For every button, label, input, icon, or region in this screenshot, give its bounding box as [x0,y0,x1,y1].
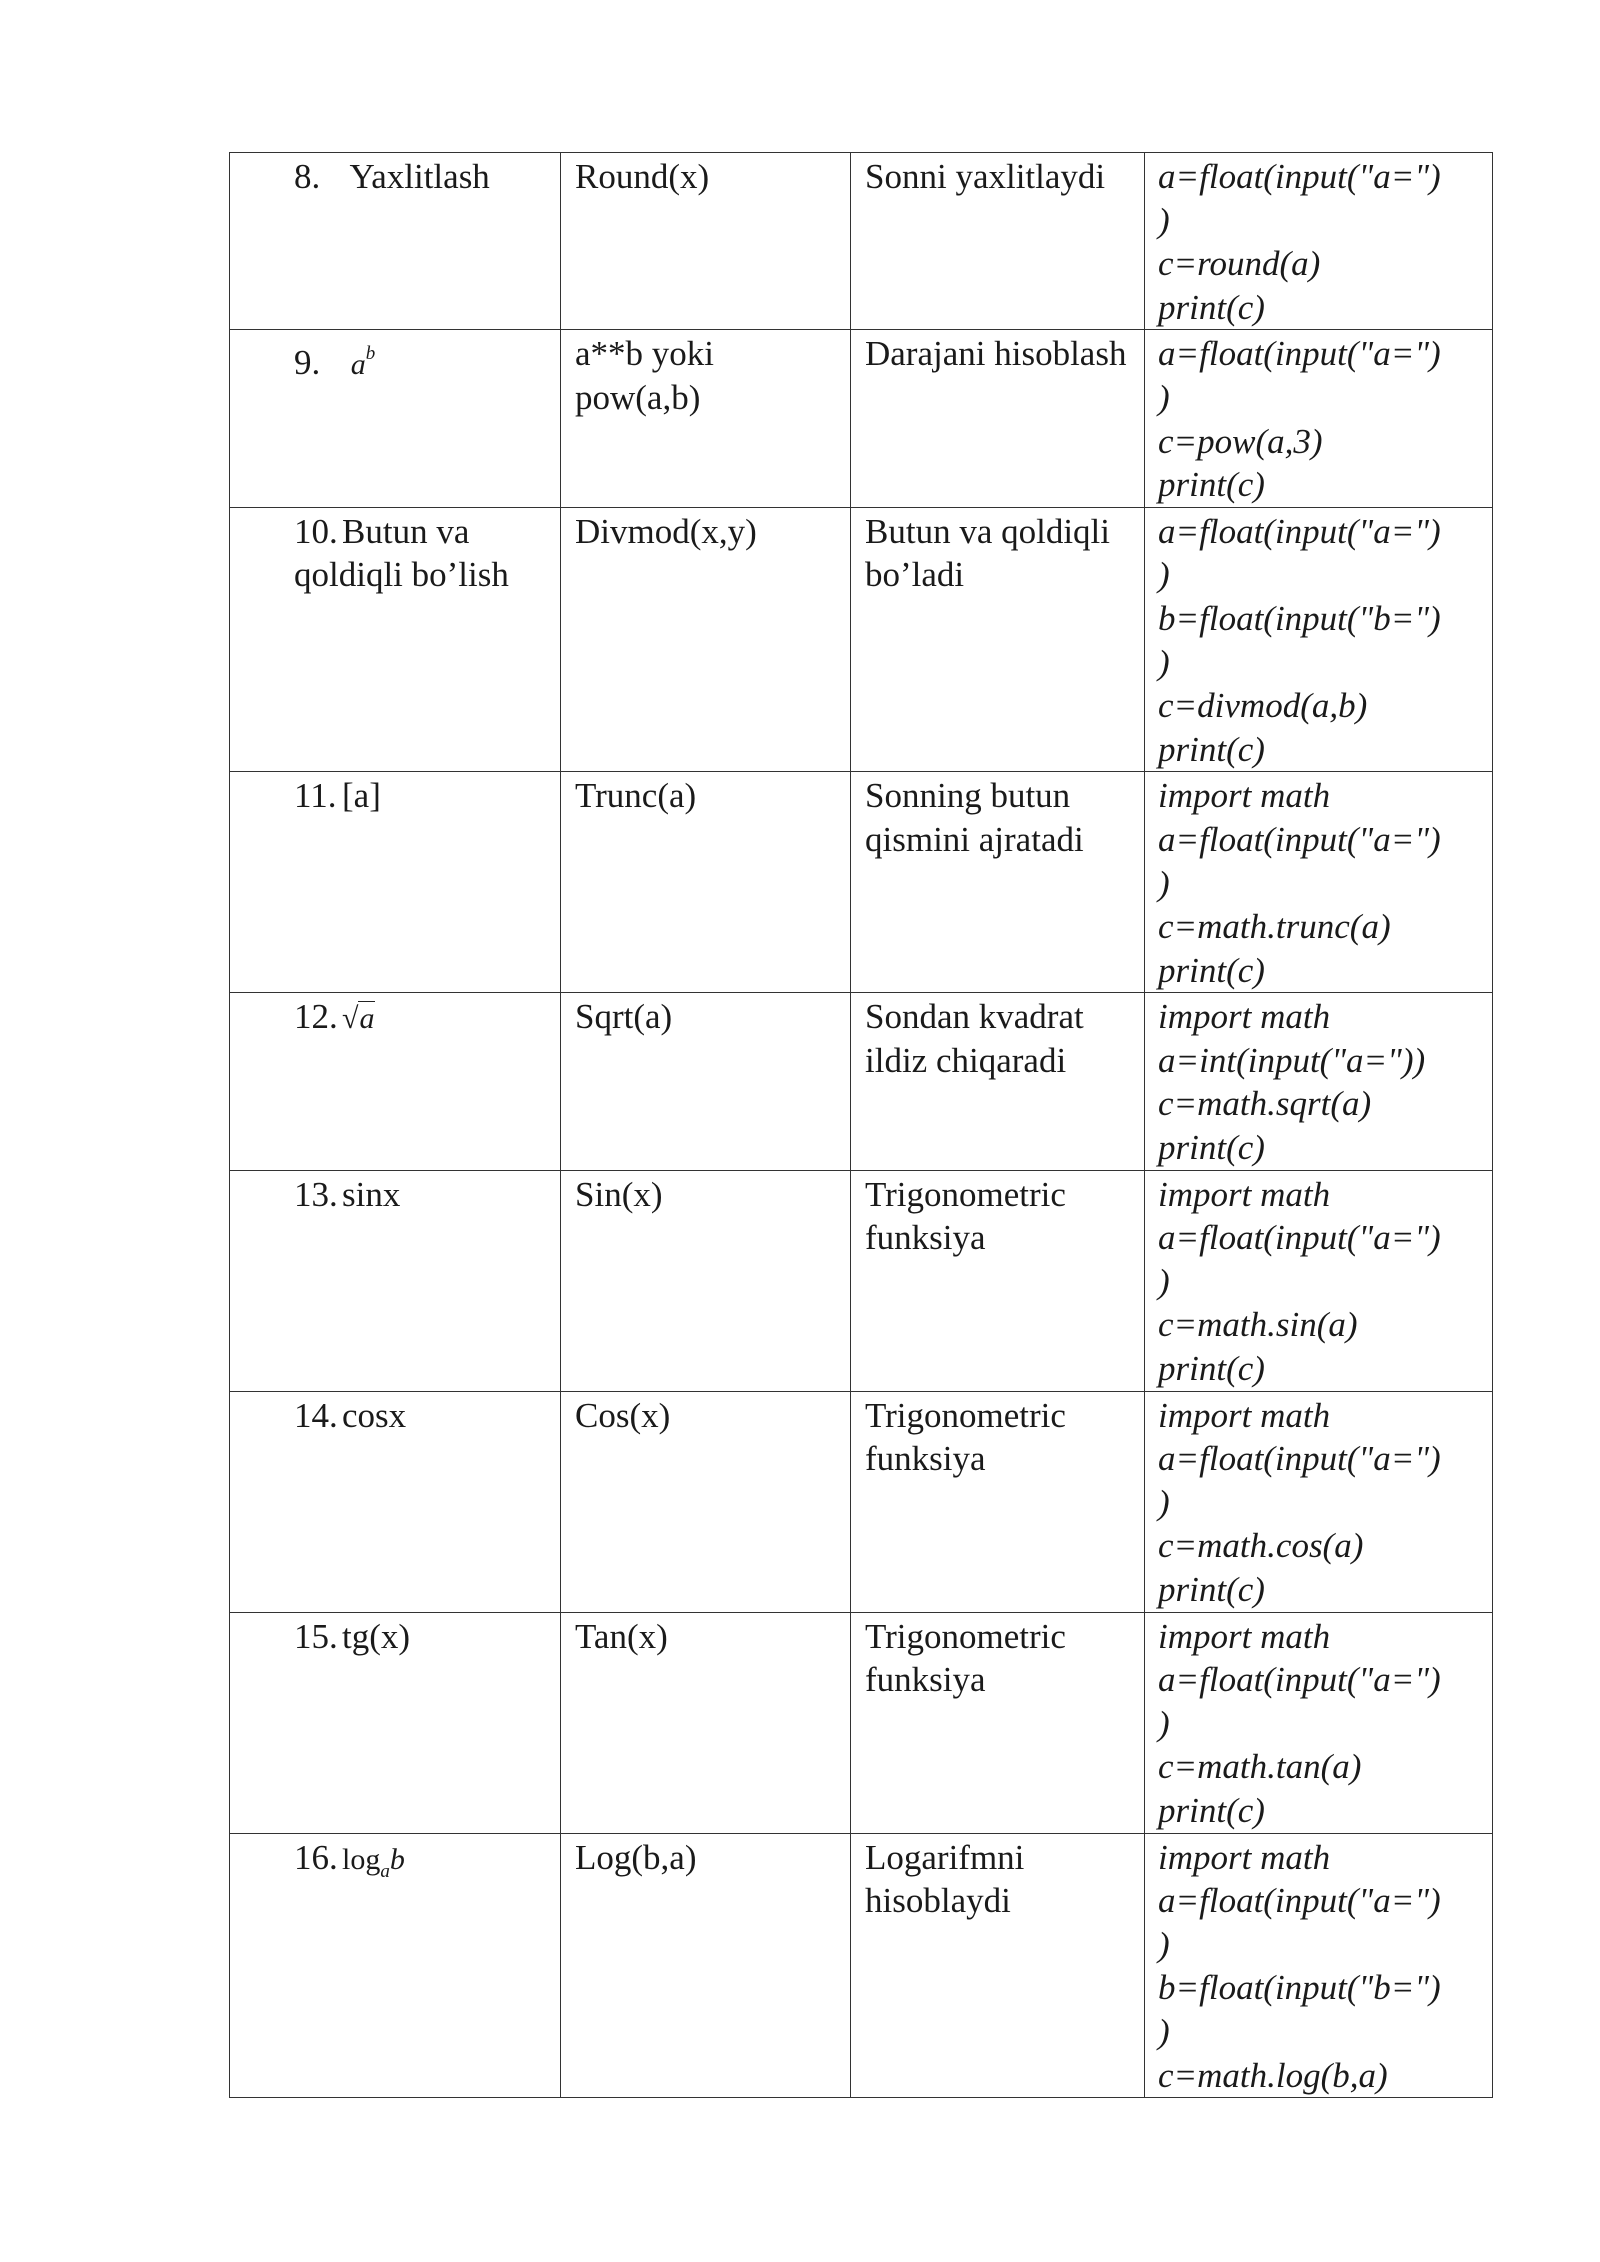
table-row [230,507,1493,772]
function-name: cosx [342,1395,407,1435]
row-number: 10. [294,511,338,551]
code-example-cell: import math a=float(input("a=") ) b=float(input("b=") ) c=math.log(b,a) [1145,1833,1493,2098]
function-name-cell [230,1391,561,1612]
function-name-cell [230,1833,561,2098]
row-number: 9. [294,343,321,383]
function-name: Butun va qoldiqli bo’lish [294,511,509,595]
code-example-cell: import math a=float(input("a=") ) c=math.tan(a) print(c) [1145,1612,1493,1833]
sqrt-symbol: √ [342,1002,359,1036]
description-cell: Darajani hisoblash [851,330,1145,507]
power-symbol-base: a [350,348,366,382]
sqrt-argument: a [359,1002,375,1036]
table-row [230,1833,1493,2098]
function-call-cell: Trunc(a) [561,772,851,993]
table-row [230,993,1493,1170]
function-name-cell [230,1612,561,1833]
table-row [230,1391,1493,1612]
function-name-cell [230,507,561,772]
function-call-cell: Tan(x) [561,1612,851,1833]
log-base: a [380,1860,390,1882]
code-example-cell: a=float(input("a=") ) c=round(a) print(c) [1145,153,1493,330]
description-cell: Sondan kvadrat ildiz chiqaradi [851,993,1145,1170]
function-call-cell: Sin(x) [561,1170,851,1391]
function-call-cell: Log(b,a) [561,1833,851,2098]
code-example-cell: import math a=float(input("a=") ) c=math.cos(a) print(c) [1145,1391,1493,1612]
description-cell: Butun va qoldiqli bo’ladi [851,507,1145,772]
function-name: Yaxlitlash [349,157,490,196]
log-symbol: log [342,1842,381,1876]
table-row [230,1170,1493,1391]
description-cell: Trigonometric funksiya [851,1391,1145,1612]
code-example-cell: import math a=float(input("a=") ) c=math.trunc(a) print(c) [1145,772,1493,993]
function-call-cell: Cos(x) [561,1391,851,1612]
function-name-cell [230,153,561,330]
table-row [230,1612,1493,1833]
table-row [230,772,1493,993]
functions-table [229,152,1493,2098]
function-call-cell: Sqrt(a) [561,993,851,1170]
description-cell: Trigonometric funksiya [851,1612,1145,1833]
code-example-cell: a=float(input("a=") ) b=float(input("b=") ) c=divmod(a,b) print(c) [1145,507,1493,772]
function-name: [a] [342,776,381,816]
function-name: tg(x) [342,1616,411,1656]
description-cell: Sonni yaxlitlaydi [851,153,1145,330]
row-number: 15. [294,1616,338,1656]
log-argument: b [389,1842,405,1876]
code-example-cell: import math a=float(input("a=") ) c=math.sin(a) print(c) [1145,1170,1493,1391]
code-example-cell: import math a=int(input("a=")) c=math.sqrt(a) print(c) [1145,993,1493,1170]
function-name-cell [230,1170,561,1391]
function-call-cell: a**b yoki pow(a,b) [561,330,851,507]
function-name-cell [230,772,561,993]
table-row [230,153,1493,330]
description-cell: Sonning butun qismini ajratadi [851,772,1145,993]
function-call-cell: Divmod(x,y) [561,507,851,772]
row-number: 13. [294,1174,338,1214]
row-number: 8. [294,157,321,196]
description-cell: Logarifmni hisoblaydi [851,1833,1145,2098]
function-call-cell: Round(x) [561,153,851,330]
power-symbol-exponent: b [365,343,376,365]
row-number: 14. [294,1395,338,1435]
table-row [230,330,1493,507]
description-cell: Trigonometric funksiya [851,1170,1145,1391]
function-name-cell [230,330,561,507]
code-example-cell: a=float(input("a=") ) c=pow(a,3) print(c) [1145,330,1493,507]
row-number: 11. [294,776,337,816]
row-number: 16. [294,1837,338,1877]
row-number: 12. [294,997,338,1037]
function-name: sinx [342,1174,401,1214]
function-name-cell [230,993,561,1170]
